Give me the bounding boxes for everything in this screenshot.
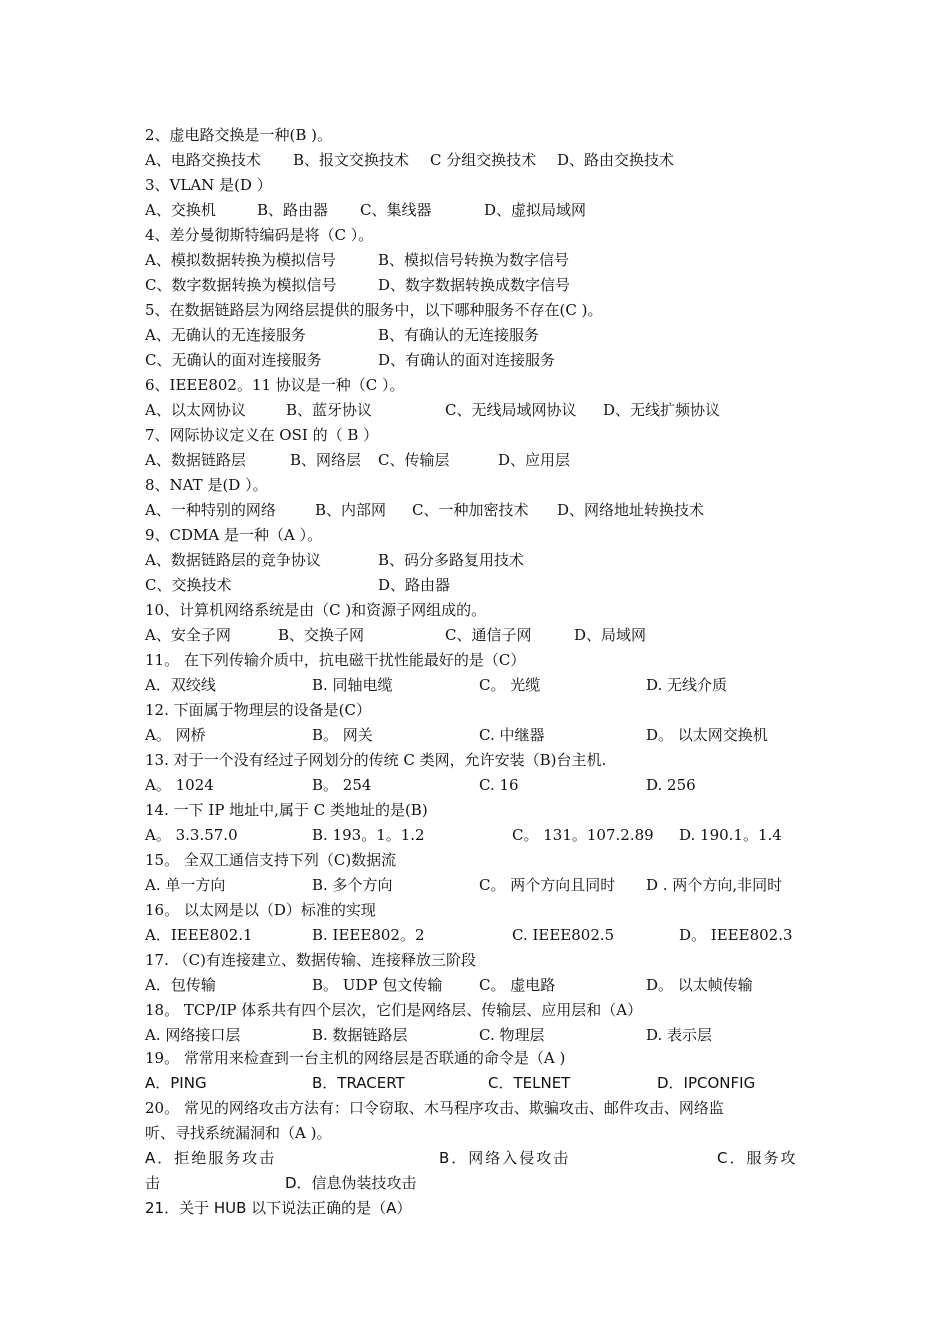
question-text: 8、NAT 是(D ）。: [145, 476, 268, 494]
option-b: B. 193。1。1.2: [312, 826, 425, 844]
option-b: B．TRACERT: [312, 1074, 405, 1092]
option-d: D、无线扩频协议: [603, 401, 721, 419]
option-d: D、路由交换技术: [557, 151, 675, 169]
option-d: D . 两个方向,非同时: [646, 876, 783, 894]
option-c: C. 中继器: [479, 726, 545, 744]
option-a: A、交换机: [145, 201, 216, 219]
option-a: A．PING: [145, 1074, 207, 1092]
option-a: A．拒绝服务攻击: [145, 1149, 277, 1167]
option-d: D、局域网: [574, 626, 647, 644]
question-text: 4、差分曼彻斯特编码是将（C ）。: [145, 226, 374, 244]
option-c: C。 131。107.2.89: [512, 826, 654, 844]
question-text: 16。 以太网是以（D）标准的实现: [145, 901, 376, 919]
option-c: C、无确认的面对连接服务: [145, 351, 322, 369]
option-a: A、一种特别的网络: [145, 501, 276, 519]
option-d: D. 190.1。1.4: [679, 826, 782, 844]
option-d: D．信息伪装技攻击: [285, 1174, 417, 1192]
option-b: B、路由器: [257, 201, 329, 219]
option-c: C、无线局域网协议: [445, 401, 577, 419]
option-d: D。 以太帧传输: [646, 976, 753, 994]
question-text: 10、计算机网络系统是由（C )和资源子网组成的。: [145, 601, 487, 619]
question-text: 15。 全双工通信支持下列（C)数据流: [145, 851, 397, 869]
option-b: B. 同轴电缆: [312, 676, 393, 694]
option-d: D．IPCONFIG: [657, 1074, 756, 1092]
option-b: B、网络层: [290, 451, 362, 469]
option-b: B。 254: [312, 776, 372, 794]
option-d: D、数字数据转换成数字信号: [378, 276, 571, 294]
option-d: D、网络地址转换技术: [557, 501, 705, 519]
option-c: C 分组交换技术: [430, 151, 537, 169]
option-c: C、一种加密技术: [412, 501, 529, 519]
question-text: 11。 在下列传输介质中，抗电磁干扰性能最好的是（C）: [145, 651, 526, 669]
option-a: A．双绞线: [145, 676, 216, 694]
question-text: 6、IEEE802。11 协议是一种（C ）。: [145, 376, 405, 394]
option-d: D、路由器: [378, 576, 451, 594]
option-a: A。 3.3.57.0: [145, 826, 238, 844]
option-a: A、电路交换技术: [145, 151, 261, 169]
option-c: C. 物理层: [479, 1026, 545, 1044]
question-text: 21．关于 HUB 以下说法正确的是（A）: [145, 1199, 412, 1217]
option-a: A、无确认的无连接服务: [145, 326, 306, 344]
option-d: D。 IEEE802.3: [679, 926, 793, 944]
option-c: C．TELNET: [488, 1074, 571, 1092]
option-a: A．包传输: [145, 976, 216, 994]
option-b: B、内部网: [315, 501, 387, 519]
option-b: B、模拟信号转换为数字信号: [378, 251, 570, 269]
option-a: A、模拟数据转换为模拟信号: [145, 251, 336, 269]
question-text: 9、CDMA 是一种（A ）。: [145, 526, 323, 544]
question-text: 18。 TCP/IP 体系共有四个层次，它们是网络层、传输层、应用层和（A）: [145, 1001, 643, 1019]
question-text: 17. （C)有连接建立、数据传输、连接释放三阶段: [145, 951, 476, 969]
option-b: B. 数据链路层: [312, 1026, 408, 1044]
option-c: C. 16: [479, 776, 519, 794]
option-d: D、应用层: [498, 451, 571, 469]
option-a: A、安全子网: [145, 626, 231, 644]
option-a: A. 单一方向: [145, 876, 226, 894]
question-text: 3、VLAN 是(D ）: [145, 176, 272, 194]
option-a: A. 网络接口层: [145, 1026, 241, 1044]
question-text: 2、虚电路交换是一种(B )。: [145, 126, 333, 144]
option-d: D. 表示层: [646, 1026, 713, 1044]
question-text: 13. 对于一个没有经过子网划分的传统 C 类网，允许安装（B)台主机.: [145, 751, 607, 769]
option-c: C、传输层: [378, 451, 450, 469]
option-d: D. 无线介质: [646, 676, 728, 694]
question-text: 19。 常常用来检查到一台主机的网络层是否联通的命令是（A ): [145, 1049, 566, 1067]
option-b: B、交换子网: [278, 626, 365, 644]
option-b: B、码分多路复用技术: [378, 551, 525, 569]
question-text: 听、寻找系统漏洞和（A )。: [145, 1124, 332, 1142]
option-c: C．服务攻: [717, 1149, 798, 1167]
option-b: B。 UDP 包文传输: [312, 976, 443, 994]
option-b: B。 网关: [312, 726, 373, 744]
option-b: B、蓝牙协议: [286, 401, 373, 419]
option-c: C. IEEE802.5: [512, 926, 615, 944]
option-a: A、数据链路层的竞争协议: [145, 551, 321, 569]
option-d: D。 以太网交换机: [646, 726, 768, 744]
option-a: A、数据链路层: [145, 451, 246, 469]
question-text: 7、网际协议定义在 OSI 的（ B ）: [145, 426, 379, 444]
option-c: C、数字数据转换为模拟信号: [145, 276, 337, 294]
option-a: A。 网桥: [145, 726, 206, 744]
option-d: D、虚拟局域网: [484, 201, 587, 219]
option-d: D. 256: [646, 776, 696, 794]
option-b: B、有确认的无连接服务: [378, 326, 540, 344]
option-a: A、以太网协议: [145, 401, 246, 419]
option-d: D、有确认的面对连接服务: [378, 351, 556, 369]
option-a: A。 1024: [145, 776, 214, 794]
option-c: C。 两个方向且同时: [479, 876, 616, 894]
option-b: B、报文交换技术: [293, 151, 410, 169]
option-c: C。 光缆: [479, 676, 541, 694]
option-b: B. IEEE802。2: [312, 926, 425, 944]
question-text: 12. 下面属于物理层的设备是(C）: [145, 701, 371, 719]
question-text: 20。 常见的网络攻击方法有：口令窃取、木马程序攻击、欺骗攻击、邮件攻击、网络监: [145, 1099, 724, 1117]
option-c: C。 虚电路: [479, 976, 556, 994]
option-c: C、通信子网: [445, 626, 532, 644]
option-b: B. 多个方向: [312, 876, 393, 894]
option-c: C、交换技术: [145, 576, 232, 594]
option-a: A．IEEE802.1: [145, 926, 253, 944]
option-c: C、集线器: [360, 201, 432, 219]
option-c-continued: 击: [145, 1174, 161, 1192]
question-text: 14. 一下 IP 地址中,属于 C 类地址的是(B): [145, 801, 428, 819]
question-text: 5、在数据链路层为网络层提供的服务中，以下哪种服务不存在(C )。: [145, 301, 603, 319]
option-b: B．网络入侵攻击: [439, 1149, 571, 1167]
